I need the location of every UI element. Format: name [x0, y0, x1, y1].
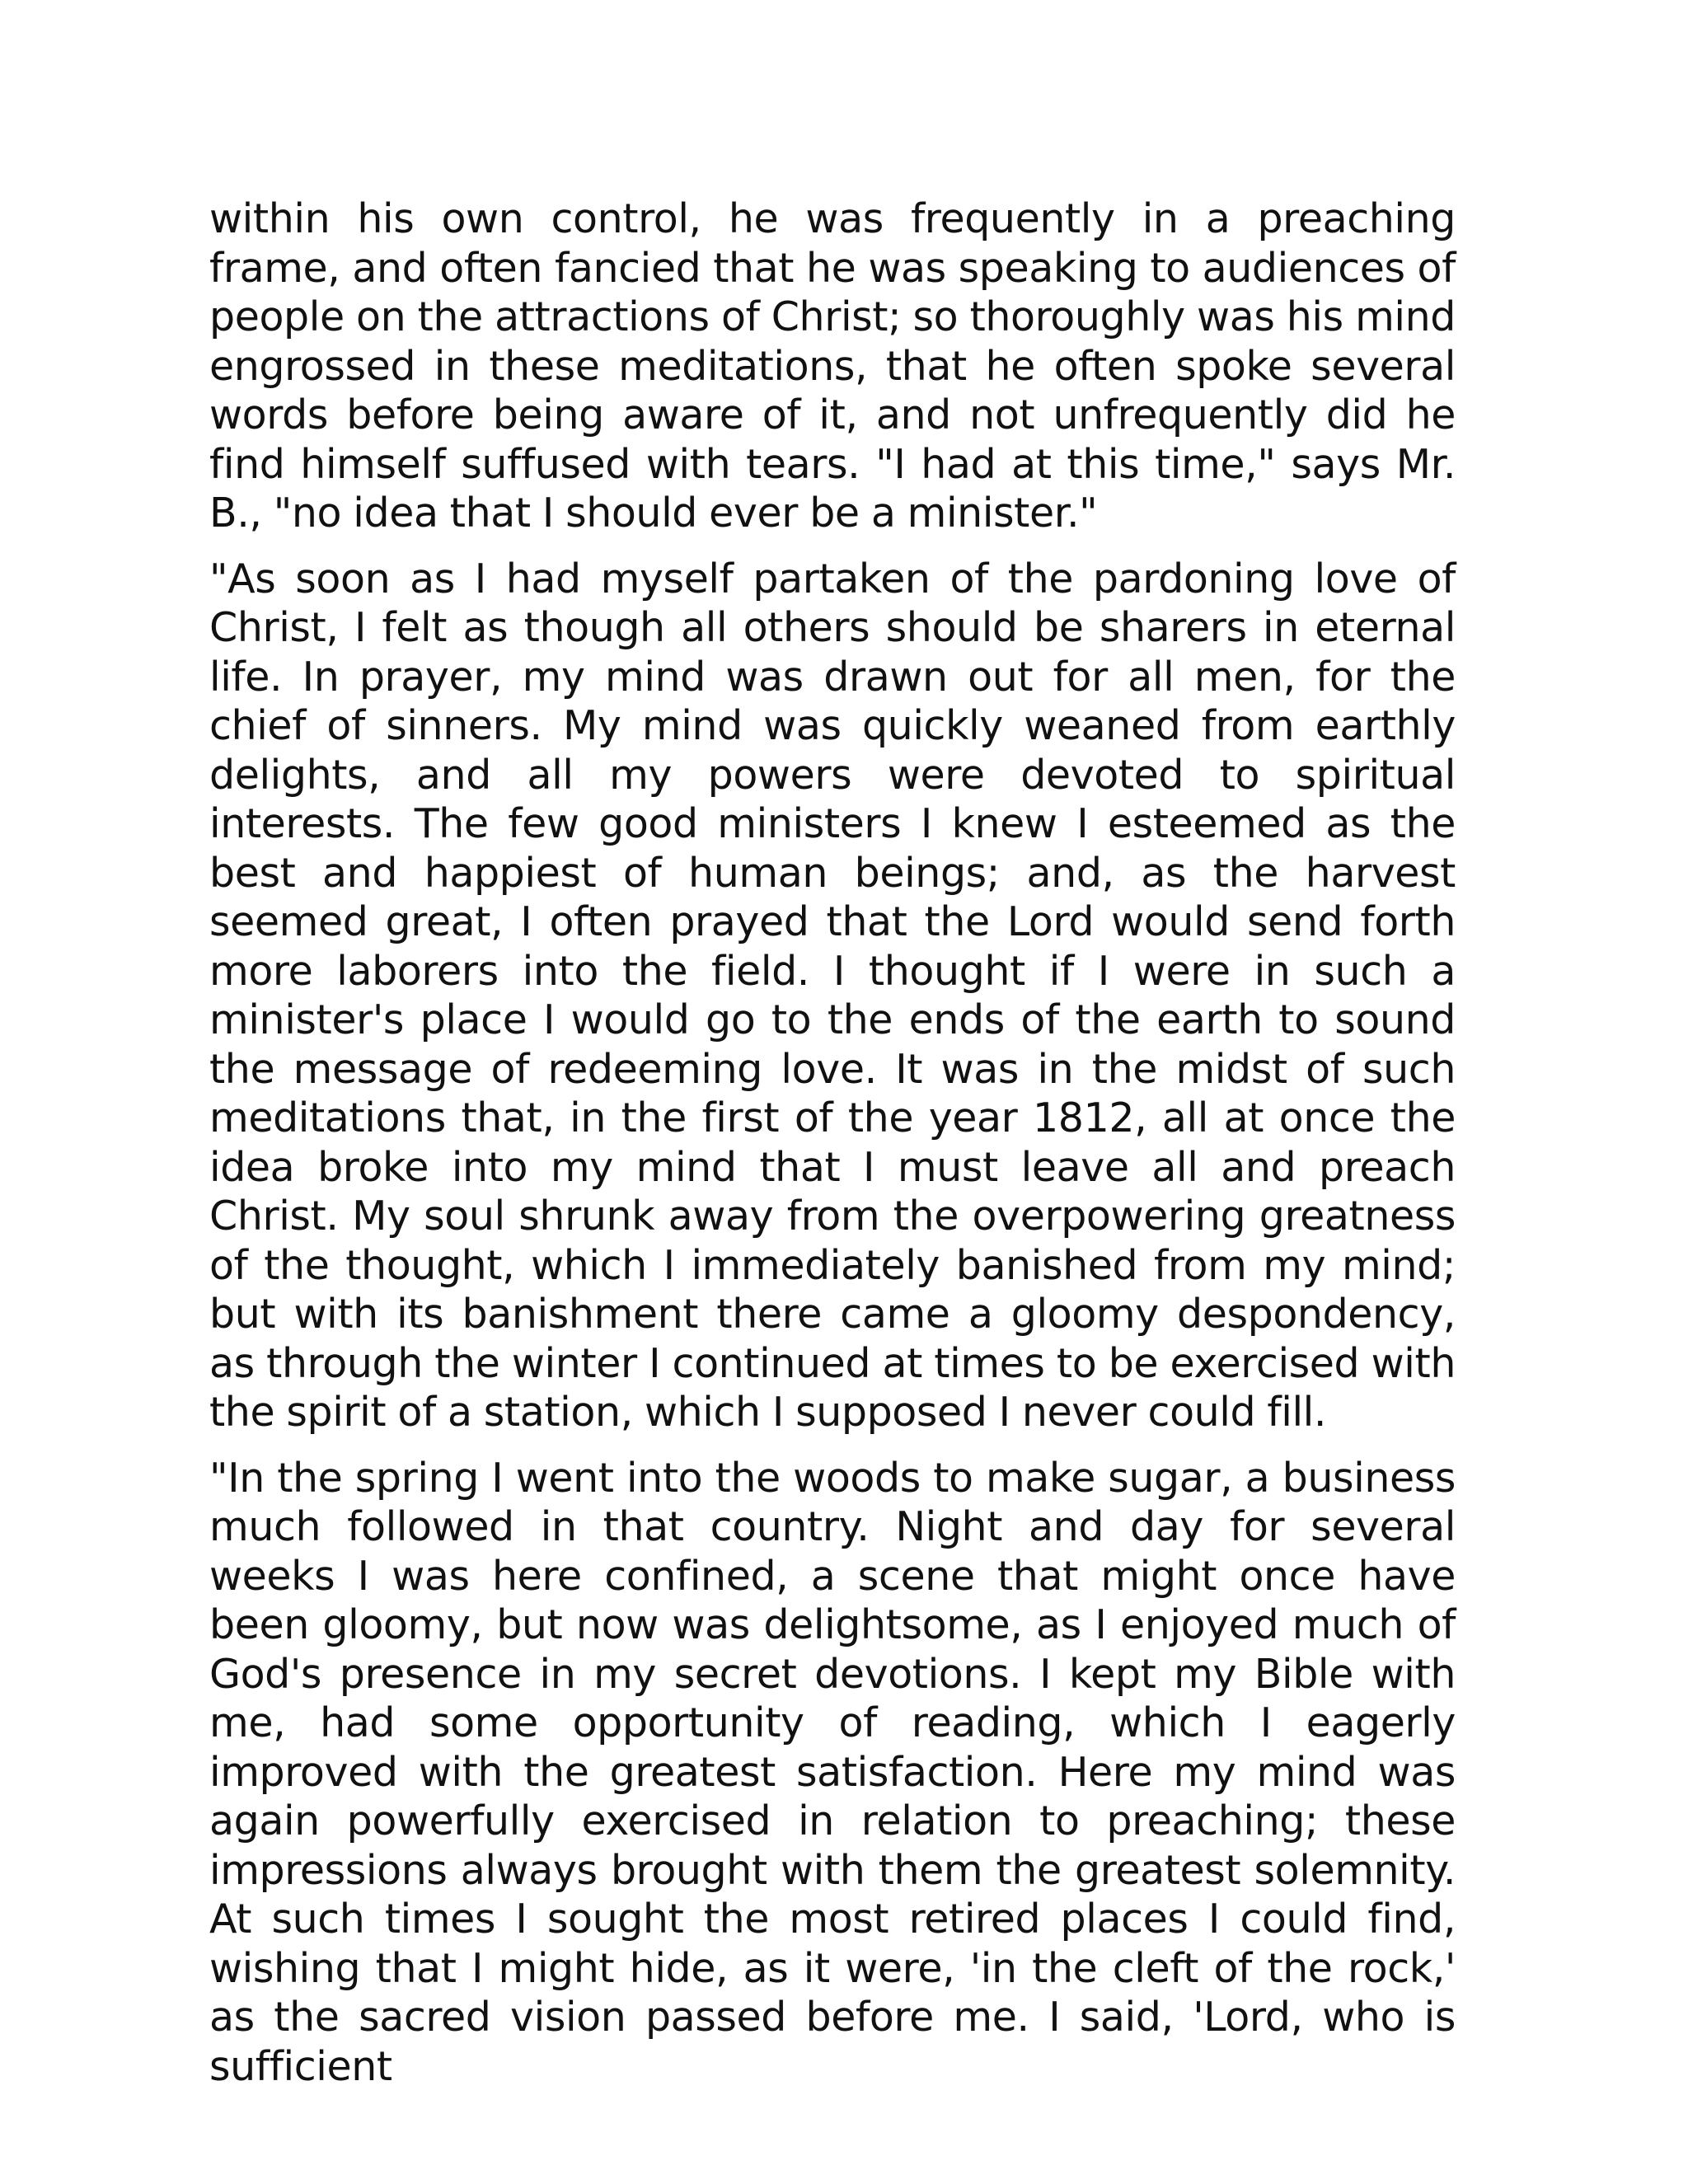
paragraph-2: "As soon as I had myself partaken of the pardoning love of Christ, I felt as though all others should be sharers in eternal life. In prayer, my mind was drawn out for all men, for the chief of sinners. My mind was quickly weaned from earthly delights, and all my powers were devoted to spiritual interests. The few good ministers I knew I esteemed as the best and happiest of human beings; and, as the harvest seemed great, I often prayed that the Lord would send forth more laborers into the field. I thought if I were in such a minister's place I would go to the ends of the earth to sound the message of redeeming love. It was in the midst of such meditations that, in the first of the year 1812, all at once the idea broke into my mind that I must leave all and preach Christ. My soul shrunk away from the overpowering greatness of the thought, which I immediately banished from my mind; but with its banishment there came a gloomy despondency, as through the winter I continued at times to be exercised with the spirit of a station, which I supposed I never could fill.	[209, 555, 1456, 1436]
page-body	[209, 194, 1456, 2107]
paragraph-1: within his own control, he was frequently in a preaching frame, and often fancied that he was speaking to audiences of people on the attractions of Christ; so thoroughly was his mind engrossed in these meditations, that he often spoke several words before being aware of it, and not unfrequently did he find himself suffused with tears. "I had at this time," says Mr. B., "no idea that I should ever be a minister."	[209, 195, 1456, 537]
paragraph-3: "In the spring I went into the woods to make sugar, a business much followed in that country. Night and day for several weeks I was here confined, a scene that might once have been gloomy, but now was delightsome, as I enjoyed much of God's presence in my secret devotions. I kept my Bible with me, had some opportunity of reading, which I eagerly improved with the greatest satisfaction. Here my mind was again powerfully exercised in relation to preaching; these impressions always brought with them the greatest solemnity. At such times I sought the most retired places I could find, wishing that I might hide, as it were, 'in the cleft of the rock,' as the sacred vision passed before me. I said, 'Lord, who is sufficient	[209, 1454, 1456, 2090]
